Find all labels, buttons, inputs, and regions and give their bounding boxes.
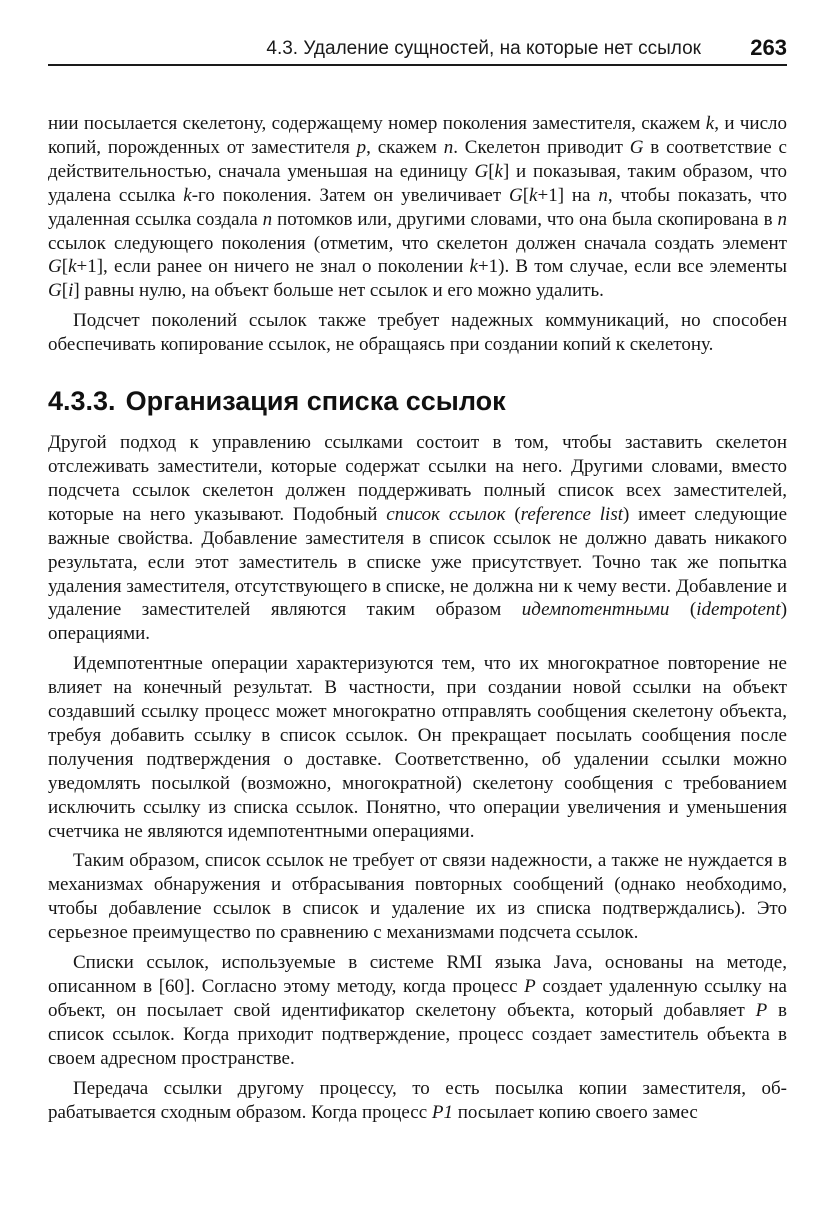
text-run: , чтобы показать, что удаленная ссылка создала [48, 184, 788, 230]
paragraph [48, 309, 787, 357]
text-run: +1). В том случае, если все элементы [477, 256, 787, 278]
italic-run: k [705, 113, 715, 134]
italic-run: P [755, 999, 768, 1021]
paragraph [48, 951, 787, 1071]
running-head [48, 30, 787, 66]
paragraph [48, 849, 787, 945]
text-run: в соответствие с действительностью, сначала уменьшая на единицу [48, 136, 787, 182]
italic-run: G [48, 280, 62, 302]
paragraph [48, 431, 787, 646]
text-run: ( [505, 503, 521, 525]
text-run: ] равны нулю, на объект больше нет ссылок и его можно удалить. [73, 280, 604, 302]
italic-run: i [68, 280, 74, 302]
text-run: +1] на [537, 184, 599, 206]
paragraph [48, 652, 787, 843]
italic-run: k [494, 160, 503, 182]
text-run: , скажем [366, 136, 444, 158]
text-run: ( [669, 599, 697, 621]
text-run: нии посылается скелетону, содержащему номер поколения заместителя, скажем [48, 113, 706, 134]
italic-run: k [68, 256, 77, 278]
section-body-paragraphs [48, 431, 787, 1124]
text-run: +1], если ранее он ничего не знал о поколении [76, 256, 470, 278]
text-run: [ [61, 256, 69, 278]
italic-run: список ссылок [386, 503, 506, 525]
italic-run: k [183, 184, 192, 206]
text-run: [ [522, 184, 530, 206]
running-head-title: 4.3. Удаление сущностей, на которые нет ссылок [266, 38, 701, 59]
italic-run: n [777, 208, 787, 230]
italic-run: n [443, 136, 454, 158]
text-run: в список ссылок. Когда приходит подтверждение, процесс создает заместитель объекта в своем адресном пространстве. [48, 999, 787, 1069]
italic-run: G [508, 184, 523, 206]
text-run: ссылок следующего поколения (отметим, что скелетон должен сначала создать элемент [48, 232, 787, 254]
text-run: Другой подход к управлению ссылками состоит в том, чтобы заставить скелетон отслеживать заместители, которые содержат ссылки на него. Другими словами, вместо подсчета ссылок скелетон должен поддерживать полный список всех заместителей, которые на него указывают. Подобный [48, 432, 787, 525]
italic-run: n [598, 184, 608, 206]
text-run: Передача ссылки другому процессу, то есть посылка копии заместителя, обрабатывается сходным образом. Когда процесс [48, 1077, 787, 1123]
italic-run: k [529, 184, 538, 206]
italic-run: G [629, 136, 644, 158]
text-run: -го поколения. Затем он увеличивает [191, 184, 509, 206]
italic-run: G [474, 160, 489, 182]
paragraph [48, 1077, 787, 1125]
italic-run: n [262, 208, 273, 230]
section-title: Организация списка ссылок [125, 386, 506, 417]
italic-run: P [524, 976, 536, 997]
italic-run: идемпотентными [521, 599, 670, 621]
text-run: [ [488, 160, 495, 182]
text-run: потомков или, другими словами, что она была скопирована в [272, 208, 778, 230]
text-run: [ [61, 280, 69, 302]
section-number: 4.3.3. [48, 386, 116, 417]
paragraph [48, 112, 787, 303]
text-run: . Скелетон приводит [453, 136, 630, 158]
text-run: Списки ссылок, используемые в системе RMI языка Java, основаны на методе, описанном в [60]. Согласно этому методу, когда процесс [48, 952, 787, 997]
text-run: ) операциями. [48, 599, 788, 645]
section-heading [48, 385, 787, 417]
italic-run: G [48, 256, 62, 278]
italic-run: k [469, 256, 478, 278]
italic-run: reference list [520, 503, 624, 525]
text-run: создает удаленную ссылку на объект, он посылает свой идентификатор скелетону объекта, который добавляет [48, 976, 787, 1021]
text-run: Таким образом, список ссылок не требует от связи надежности, а также не нуждается в механизмах обнаружения и отбрасывания повторных сообщений (однако необходимо, чтобы добавление ссылок в список и удаление их из списка подтверждались). Это серьезное преимущество по сравнению с механизмами подсчета ссылок. [48, 850, 787, 944]
text-run: Подсчет поколений ссылок также требует надежных коммуникаций, но способен обеспечивать копирование ссылок, не обращаясь при создании копий к скелетону. [48, 310, 787, 356]
body-text [48, 112, 787, 1124]
text-run: ) имеет следующие важные свойства. Добавление заместителя в список ссылок не должно давать никакого результата, если этот заместитель в списке уже присутствует. Точно так же попытка удаления заместителя, отсутствующего в списке, не должна ни к чему вести. Добавление и удаление заместителей являются таким образом [48, 503, 787, 621]
page-number: 263 [750, 35, 787, 60]
italic-run: idempotent [696, 599, 781, 621]
italic-run: p [356, 136, 367, 158]
text-run: Идемпотентные операции характеризуются тем, что их многократное повторение не влияет на конечный результат. В частности, при создании новой ссылки на объект создавший ссылку процесс может многократно отправлять сообщения скелетону объекта, требуя добавить ссылку в список ссылок. Он прекращает посылать сообщения после получения подтверждения о доставке. Соответственно, об удалении ссылки можно уведомлять посылкой (возможно, многократной) скелетону сообщения с требованием исключить ссылку из списка ссылок. Понятно, что операции увеличения и уменьшения счетчика не являются идемпотентными операциями. [48, 653, 787, 842]
text-run: , и число копий, порожденных от заместителя [48, 113, 788, 158]
pre-section-paragraphs [48, 112, 787, 357]
text-run: ] и показывая, таким образом, что удалена ссылка [48, 160, 787, 206]
text-run: посылает копию своего замес [453, 1101, 698, 1123]
italic-run: P1 [431, 1101, 453, 1123]
